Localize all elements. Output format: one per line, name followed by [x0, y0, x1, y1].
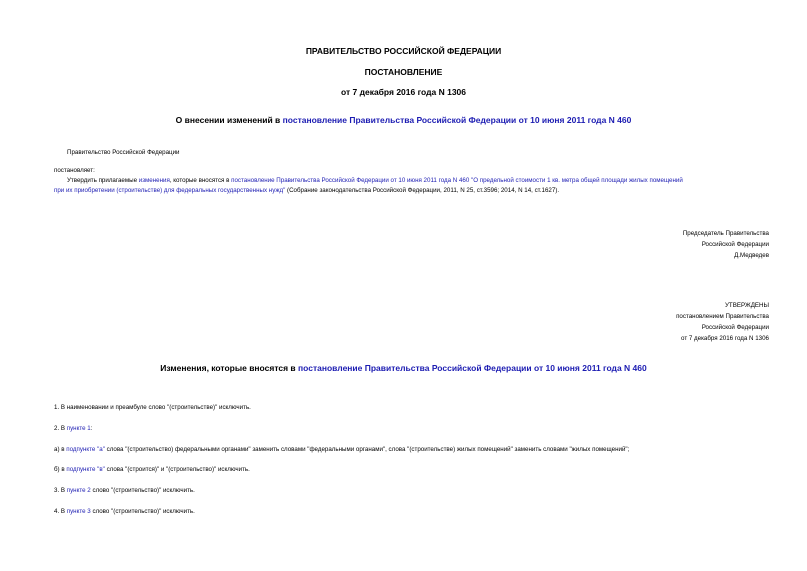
signature-name: Д.Медведев — [734, 252, 769, 259]
document-title — [0, 115, 807, 125]
changes-title-prefix: Изменения, которые вносятся в — [160, 363, 299, 373]
item-2: 2. В пункте 1: — [54, 425, 93, 432]
item-2-point-link[interactable]: пункте 1 — [66, 425, 91, 432]
item-4-point-link[interactable]: пункте 3 — [66, 508, 91, 515]
changes-title — [0, 363, 807, 373]
intro-paragraph-line1: Утвердить прилагаемые изменения, которые вносятся в постановление Правительства Российской Федерации от 10 июня 2011 года N 460 "О предельной стоимости 1 кв. метра общей площади жилых помещений — [67, 177, 683, 184]
item-3: 3. В пункте 2 слово "(строительство)" исключить. — [54, 487, 195, 494]
signature-federation: Российской Федерации — [701, 241, 769, 248]
resolution-460-link-continued[interactable]: при их приобретении (строительстве) для федеральных государственных нужд" — [54, 187, 286, 194]
signature-block — [683, 228, 769, 261]
item-2b-subpoint-link[interactable]: подпункте "в" — [66, 466, 105, 473]
approved-by: постановлением Правительства — [676, 313, 769, 320]
approved-date: от 7 декабря 2016 года N 1306 — [681, 335, 769, 342]
item-3-point-link[interactable]: пункте 2 — [66, 487, 91, 494]
document-date-number: от 7 декабря 2016 года N 1306 — [340, 87, 467, 97]
changes-link[interactable]: изменения — [138, 177, 170, 184]
government-heading: ПРАВИТЕЛЬСТВО РОССИЙСКОЙ ФЕДЕРАЦИИ — [305, 46, 502, 56]
changes-title-resolution-link[interactable]: постановление Правительства Российской Федерации от 10 июня 2011 года N 460 — [298, 363, 647, 373]
item-4: 4. В пункте 3 слово "(строительство)" исключить. — [54, 508, 195, 515]
approved-federation: Российской Федерации — [701, 324, 769, 331]
approved-block — [676, 300, 769, 344]
item-2a: а) в подпункте "а" слова "(строительство) федеральными органами" заменить словами "федеральными органами", слова "(строительстве) жилых помещений" заменить словами "жилых помещений"; — [54, 446, 630, 453]
approved-heading: УТВЕРЖДЕНЫ — [725, 302, 769, 309]
document-type: ПОСТАНОВЛЕНИЕ — [364, 67, 443, 77]
government-line: Правительство Российской Федерации — [67, 149, 180, 156]
resolution-460-link[interactable]: постановление Правительства Российской Федерации от 10 июня 2011 года N 460 "О предельной стоимости 1 кв. метра общей площади жилых помещений — [231, 177, 683, 184]
document-title-prefix: О внесении изменений в — [175, 115, 283, 125]
item-2b: б) в подпункте "в" слова "(строится)" и "(строительство)" исключить. — [54, 466, 250, 473]
resolves-line: постановляет: — [54, 167, 95, 174]
intro-paragraph-line2: при их приобретении (строительстве) для федеральных государственных нужд" (Собрание законодательства Российской Федерации, 2011, N 25, ст.3596; 2014, N 14, ст.1627). — [54, 187, 560, 194]
item-1: 1. В наименовании и преамбуле слово "(строительстве)" исключить. — [54, 404, 251, 411]
signature-position: Председатель Правительства — [682, 230, 769, 237]
title-resolution-link[interactable]: постановление Правительства Российской Федерации от 10 июня 2011 года N 460 — [282, 115, 632, 125]
item-2a-subpoint-link[interactable]: подпункте "а" — [66, 446, 105, 453]
